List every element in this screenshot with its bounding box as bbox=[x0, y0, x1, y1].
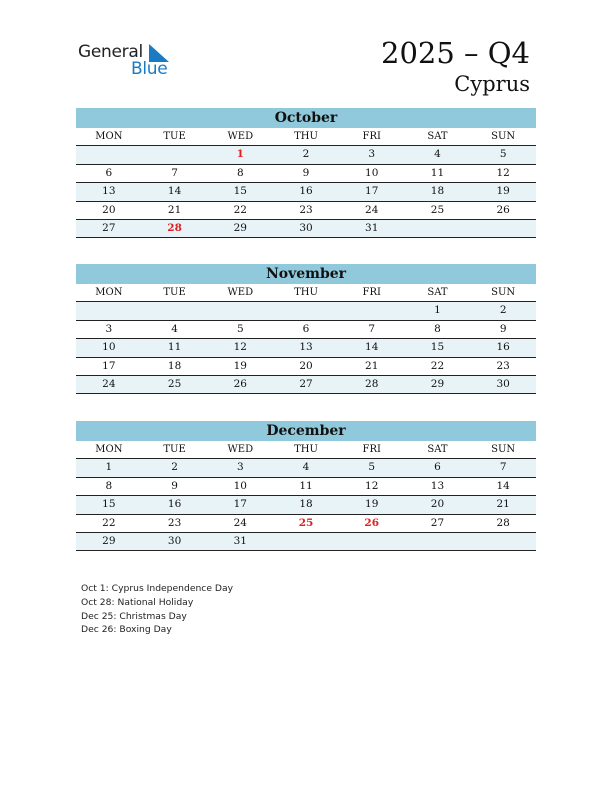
day-cell: 30 bbox=[167, 534, 182, 547]
day-cell: 13 bbox=[430, 479, 445, 492]
weekday-label: MON bbox=[95, 287, 123, 298]
week-row bbox=[76, 376, 536, 394]
day-cell: 13 bbox=[102, 185, 116, 198]
day-cell: 7 bbox=[499, 461, 507, 474]
holiday-note: Dec 25: Christmas Day bbox=[81, 610, 187, 622]
empty-day-cell bbox=[273, 302, 339, 319]
empty-day-cell bbox=[273, 533, 339, 550]
day-cell: 6 bbox=[105, 166, 113, 179]
weekday-label: MON bbox=[95, 131, 123, 142]
weekday-label: TUE bbox=[163, 131, 186, 142]
day-cell: 12 bbox=[233, 341, 247, 354]
week-row bbox=[76, 515, 536, 533]
day-cell: 8 bbox=[434, 322, 441, 335]
weekday-label: WED bbox=[227, 444, 254, 455]
day-cell: 10 bbox=[102, 341, 116, 354]
week-row bbox=[76, 459, 536, 477]
empty-day-cell bbox=[339, 533, 405, 550]
day-cell: 24 bbox=[233, 516, 247, 529]
week-row bbox=[76, 183, 536, 201]
day-cell: 14 bbox=[167, 185, 182, 198]
day-cell: 8 bbox=[105, 479, 113, 492]
day-cell: 28 bbox=[167, 221, 182, 234]
week-row bbox=[76, 220, 536, 238]
day-cell: 16 bbox=[299, 185, 313, 198]
day-cell: 2 bbox=[302, 148, 310, 161]
day-cell: 30 bbox=[299, 221, 313, 234]
day-cell: 18 bbox=[299, 498, 313, 511]
holiday-note: Oct 1: Cyprus Independence Day bbox=[81, 583, 234, 594]
day-cell: 17 bbox=[365, 185, 379, 198]
weekday-header-row bbox=[76, 128, 536, 146]
weekday-label: FRI bbox=[362, 444, 381, 455]
weekday-header-row bbox=[76, 284, 536, 302]
day-cell: 21 bbox=[167, 203, 182, 216]
empty-day-cell bbox=[339, 302, 405, 319]
day-cell: 27 bbox=[299, 377, 313, 390]
day-cell: 29 bbox=[430, 377, 445, 390]
weekday-label: WED bbox=[227, 287, 254, 298]
day-cell: 3 bbox=[236, 461, 244, 474]
day-cell: 7 bbox=[171, 166, 178, 179]
day-cell: 15 bbox=[102, 498, 116, 511]
day-cell: 3 bbox=[105, 322, 113, 335]
day-cell: 10 bbox=[365, 166, 379, 179]
week-row bbox=[76, 202, 536, 220]
country-name: Cyprus bbox=[454, 72, 530, 96]
day-cell: 28 bbox=[496, 516, 510, 529]
day-cell: 19 bbox=[496, 185, 510, 198]
brand-logo bbox=[78, 42, 178, 78]
day-cell: 8 bbox=[236, 166, 244, 179]
page-title: 2025 – Q4 bbox=[381, 36, 530, 70]
empty-day-cell bbox=[405, 533, 471, 550]
day-cell: 24 bbox=[365, 203, 379, 216]
weekday-label: MON bbox=[95, 444, 123, 455]
day-cell: 18 bbox=[430, 185, 445, 198]
weekday-label: FRI bbox=[362, 131, 381, 142]
empty-day-cell bbox=[76, 146, 142, 163]
holiday-notes bbox=[81, 582, 233, 637]
day-cell: 28 bbox=[365, 377, 379, 390]
day-cell: 20 bbox=[102, 203, 116, 216]
day-cell: 9 bbox=[302, 166, 310, 179]
day-cell: 16 bbox=[496, 341, 510, 354]
day-cell: 5 bbox=[368, 461, 376, 474]
week-row bbox=[76, 478, 536, 496]
empty-day-cell bbox=[142, 146, 208, 163]
day-cell: 30 bbox=[496, 377, 510, 390]
day-cell: 31 bbox=[365, 221, 379, 234]
day-cell: 25 bbox=[430, 203, 445, 216]
day-cell: 4 bbox=[171, 322, 178, 335]
day-cell: 6 bbox=[434, 461, 441, 474]
week-row bbox=[76, 533, 536, 551]
weekday-label: FRI bbox=[362, 287, 381, 298]
day-cell: 21 bbox=[496, 498, 510, 511]
empty-day-cell bbox=[470, 533, 536, 550]
weekday-label: TUE bbox=[163, 287, 186, 298]
weekday-label: SAT bbox=[427, 287, 448, 298]
day-cell: 29 bbox=[233, 221, 247, 234]
month-december bbox=[76, 421, 536, 551]
day-cell: 27 bbox=[430, 516, 445, 529]
day-cell: 2 bbox=[171, 461, 178, 474]
weekday-label: THU bbox=[294, 287, 318, 298]
day-cell: 5 bbox=[236, 322, 244, 335]
day-cell: 23 bbox=[167, 516, 182, 529]
day-cell: 11 bbox=[167, 341, 182, 354]
day-cell: 11 bbox=[430, 166, 445, 179]
day-cell: 23 bbox=[496, 359, 510, 372]
empty-day-cell bbox=[470, 220, 536, 237]
weekday-label: SAT bbox=[427, 444, 448, 455]
day-cell: 11 bbox=[299, 479, 313, 492]
weekday-label: SAT bbox=[427, 131, 448, 142]
day-cell: 18 bbox=[167, 359, 182, 372]
week-row bbox=[76, 146, 536, 164]
day-cell: 1 bbox=[434, 304, 441, 317]
day-cell: 19 bbox=[233, 359, 247, 372]
weekday-label: WED bbox=[227, 131, 254, 142]
day-cell: 13 bbox=[299, 341, 313, 354]
day-cell: 1 bbox=[236, 148, 244, 161]
day-cell: 16 bbox=[167, 498, 182, 511]
week-row bbox=[76, 302, 536, 320]
day-cell: 21 bbox=[365, 359, 379, 372]
day-cell: 26 bbox=[233, 377, 247, 390]
day-cell: 17 bbox=[233, 498, 247, 511]
day-cell: 2 bbox=[499, 304, 507, 317]
day-cell: 1 bbox=[105, 461, 113, 474]
day-cell: 4 bbox=[434, 148, 441, 161]
day-cell: 20 bbox=[430, 498, 445, 511]
day-cell: 14 bbox=[365, 341, 379, 354]
day-cell: 15 bbox=[233, 185, 247, 198]
weekday-label: TUE bbox=[163, 444, 186, 455]
holiday-note: Oct 28: National Holiday bbox=[81, 596, 194, 608]
day-cell: 12 bbox=[365, 479, 379, 492]
month-header: December bbox=[76, 421, 536, 441]
day-cell: 14 bbox=[496, 479, 510, 492]
weekday-label: SUN bbox=[491, 131, 516, 142]
month-november bbox=[76, 264, 536, 394]
weekday-label: THU bbox=[294, 444, 318, 455]
day-cell: 3 bbox=[368, 148, 376, 161]
brand-blue: Blue bbox=[131, 59, 168, 79]
day-cell: 22 bbox=[102, 516, 116, 529]
day-cell: 19 bbox=[365, 498, 379, 511]
day-cell: 22 bbox=[233, 203, 247, 216]
day-cell: 17 bbox=[102, 359, 116, 372]
day-cell: 9 bbox=[171, 479, 178, 492]
empty-day-cell bbox=[76, 302, 142, 319]
day-cell: 25 bbox=[298, 516, 314, 529]
day-cell: 6 bbox=[302, 322, 310, 335]
weekday-header-row bbox=[76, 441, 536, 459]
day-cell: 4 bbox=[302, 461, 310, 474]
empty-day-cell bbox=[207, 302, 273, 319]
day-cell: 20 bbox=[299, 359, 313, 372]
day-cell: 31 bbox=[233, 534, 247, 547]
day-cell: 12 bbox=[496, 166, 510, 179]
holiday-note: Dec 26: Boxing Day bbox=[81, 624, 172, 636]
month-october bbox=[76, 108, 536, 238]
week-row bbox=[76, 321, 536, 339]
week-row bbox=[76, 165, 536, 183]
day-cell: 5 bbox=[499, 148, 507, 161]
day-cell: 15 bbox=[430, 341, 445, 354]
day-cell: 25 bbox=[167, 377, 182, 390]
day-cell: 23 bbox=[299, 203, 313, 216]
day-cell: 29 bbox=[102, 534, 116, 547]
week-row bbox=[76, 358, 536, 376]
week-row bbox=[76, 496, 536, 514]
brand-general: General bbox=[78, 42, 143, 62]
month-header: November bbox=[76, 264, 536, 284]
week-row bbox=[76, 339, 536, 357]
weekday-label: SUN bbox=[491, 444, 516, 455]
weekday-label: SUN bbox=[491, 287, 516, 298]
empty-day-cell bbox=[405, 220, 471, 237]
month-header: October bbox=[76, 108, 536, 128]
day-cell: 26 bbox=[364, 516, 380, 529]
day-cell: 9 bbox=[499, 322, 507, 335]
empty-day-cell bbox=[142, 302, 208, 319]
day-cell: 7 bbox=[368, 322, 376, 335]
weekday-label: THU bbox=[294, 131, 318, 142]
day-cell: 22 bbox=[430, 359, 445, 372]
day-cell: 10 bbox=[233, 479, 247, 492]
day-cell: 27 bbox=[102, 221, 116, 234]
day-cell: 26 bbox=[496, 203, 510, 216]
day-cell: 24 bbox=[102, 377, 116, 390]
